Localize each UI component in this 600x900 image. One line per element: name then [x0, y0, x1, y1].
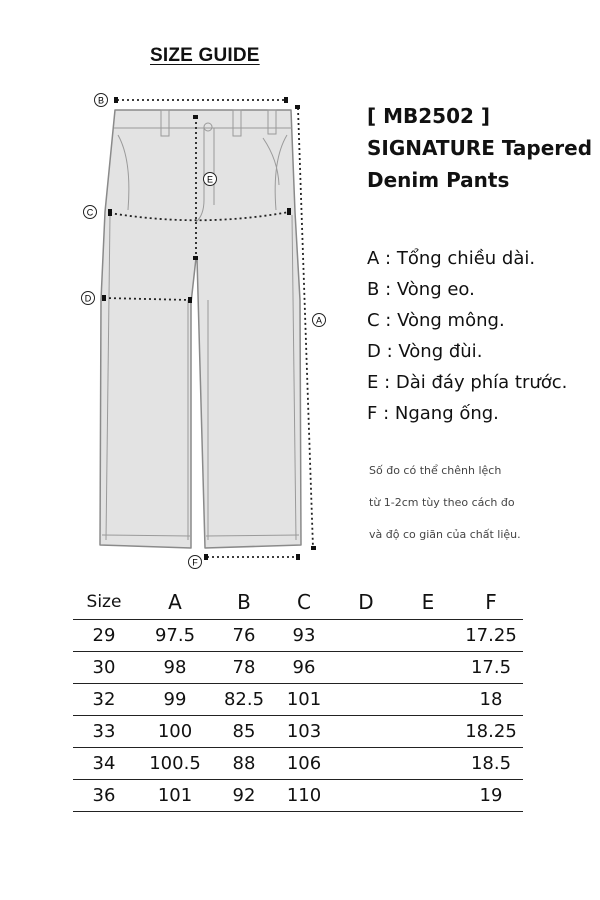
table-header-c: C	[273, 585, 335, 620]
table-cell: 101	[273, 684, 335, 716]
table-cell: 110	[273, 780, 335, 812]
table-header-f: F	[459, 585, 523, 620]
marker-c	[84, 206, 97, 219]
product-name-line2: Denim Pants	[367, 168, 510, 192]
table-cell: 18.5	[459, 748, 523, 780]
table-header-e: E	[397, 585, 459, 620]
svg-text:C: C	[86, 207, 94, 218]
table-row	[73, 620, 523, 652]
table-cell	[335, 716, 397, 748]
legend-item-d: D : Vòng đùi.	[367, 341, 483, 362]
legend-item-e: E : Dài đáy phía trước.	[367, 372, 568, 393]
svg-text:D: D	[84, 293, 92, 304]
table-row	[73, 684, 523, 716]
measurement-note	[369, 455, 521, 551]
table-row	[73, 652, 523, 684]
table-cell: 33	[73, 716, 135, 748]
table-cell	[335, 684, 397, 716]
marker-b	[95, 94, 108, 107]
table-header-row	[73, 585, 523, 620]
table-cell: 96	[273, 652, 335, 684]
table-cell: 17.25	[459, 620, 523, 652]
legend-item-c: C : Vòng mông.	[367, 310, 505, 331]
table-cell: 98	[135, 652, 215, 684]
table-cell: 92	[215, 780, 273, 812]
table-cell: 85	[215, 716, 273, 748]
table-header-a: A	[135, 585, 215, 620]
table-cell	[335, 652, 397, 684]
marker-a	[313, 314, 326, 327]
table-cell: 18.25	[459, 716, 523, 748]
table-cell	[335, 748, 397, 780]
table-row	[73, 748, 523, 780]
size-guide-title: SIZE GUIDE	[150, 45, 260, 66]
table-cell	[397, 716, 459, 748]
svg-text:F: F	[192, 557, 198, 568]
table-cell: 82.5	[215, 684, 273, 716]
table-cell: 29	[73, 620, 135, 652]
table-cell: 97.5	[135, 620, 215, 652]
product-name-line1: SIGNATURE Tapered	[367, 136, 593, 160]
table-cell: 76	[215, 620, 273, 652]
table-cell: 32	[73, 684, 135, 716]
svg-text:E: E	[206, 174, 214, 185]
size-table	[73, 585, 523, 812]
table-cell: 103	[273, 716, 335, 748]
marker-f	[189, 556, 202, 569]
table-cell: 17.5	[459, 652, 523, 684]
table-cell: 88	[215, 748, 273, 780]
table-cell	[335, 780, 397, 812]
note-line: từ 1-2cm tùy theo cách đo	[369, 496, 515, 509]
table-cell	[397, 780, 459, 812]
table-cell: 34	[73, 748, 135, 780]
marker-d	[82, 292, 95, 305]
table-cell	[397, 652, 459, 684]
svg-text:A: A	[315, 315, 323, 326]
product-title	[367, 100, 592, 196]
table-cell	[397, 748, 459, 780]
table-cell: 36	[73, 780, 135, 812]
svg-text:B: B	[97, 95, 105, 106]
pants-illustration	[100, 110, 301, 548]
table-header-b: B	[215, 585, 273, 620]
product-code: [ MB2502 ]	[367, 104, 491, 128]
table-row	[73, 780, 523, 812]
table-cell: 19	[459, 780, 523, 812]
table-cell: 93	[273, 620, 335, 652]
table-cell: 101	[135, 780, 215, 812]
legend-item-f: F : Ngang ống.	[367, 403, 499, 424]
table-header-d: D	[335, 585, 397, 620]
table-cell	[397, 620, 459, 652]
legend-item-b: B : Vòng eo.	[367, 279, 475, 300]
table-cell: 106	[273, 748, 335, 780]
table-cell: 30	[73, 652, 135, 684]
table-cell: 18	[459, 684, 523, 716]
table-cell: 78	[215, 652, 273, 684]
legend-item-a: A : Tổng chiều dài.	[367, 248, 536, 269]
note-line: Số đo có thể chênh lệch	[369, 464, 502, 477]
table-cell: 100	[135, 716, 215, 748]
table-cell	[335, 620, 397, 652]
table-cell: 100.5	[135, 748, 215, 780]
note-line: và độ co giãn của chất liệu.	[369, 528, 521, 541]
table-cell	[397, 684, 459, 716]
table-header-size: Size	[73, 585, 135, 620]
measurement-legend	[367, 243, 567, 429]
table-cell: 99	[135, 684, 215, 716]
table-row	[73, 716, 523, 748]
marker-e	[204, 173, 217, 186]
